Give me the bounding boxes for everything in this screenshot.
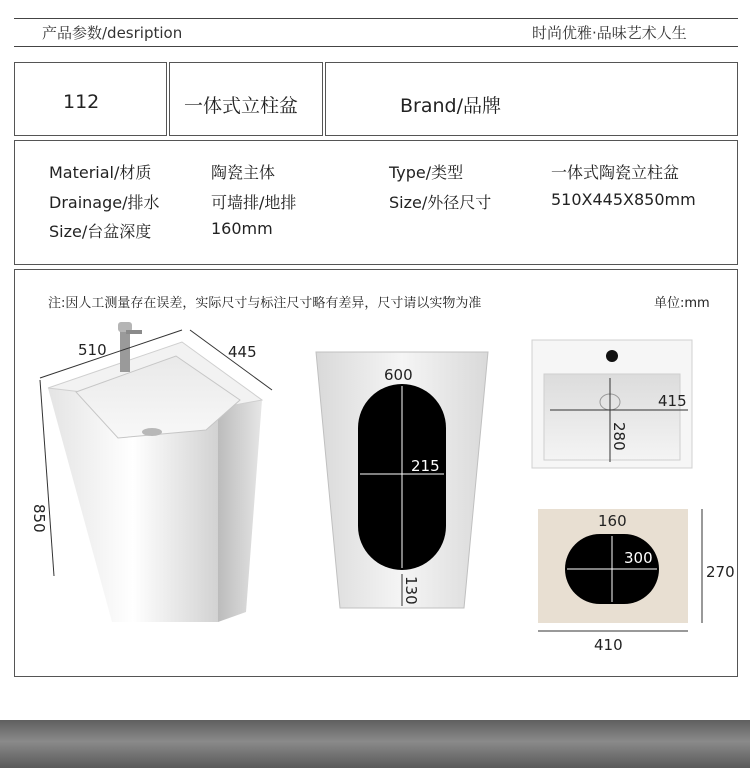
header-top-rule [14, 18, 738, 19]
footer-band [0, 720, 750, 768]
brand-cell [325, 62, 738, 136]
perspective-basin-drawing [0, 300, 300, 620]
dim-height-850: 850 [30, 504, 48, 533]
header-bottom-rule [14, 46, 738, 47]
material-label: Material/材质 [49, 163, 152, 182]
dim-base-160: 160 [598, 512, 627, 530]
size-value: 510X445X850mm [551, 190, 696, 209]
dim-back-130: 130 [402, 576, 420, 605]
drainage-value: 可墙排/地排 [211, 193, 297, 212]
product-name: 一体式立柱盆 [184, 95, 299, 117]
dim-back-215: 215 [411, 457, 440, 475]
dim-width-510: 510 [78, 341, 107, 359]
dim-back-600: 600 [384, 366, 413, 384]
dim-base-410: 410 [594, 636, 623, 654]
top-view-drawing [530, 338, 730, 470]
dim-depth-445: 445 [228, 343, 257, 361]
dim-top-280: 280 [610, 422, 628, 451]
model-cell [14, 62, 167, 136]
back-view-drawing [312, 350, 502, 615]
unit-label: 单位:mm [654, 296, 710, 311]
specs-panel [14, 140, 738, 265]
base-view-drawing [536, 507, 746, 654]
material-value: 陶瓷主体 [211, 163, 276, 182]
dim-base-270: 270 [706, 563, 735, 581]
type-label: Type/类型 [389, 163, 464, 182]
size-label: Size/外径尺寸 [389, 193, 492, 212]
section-title: 产品参数/desription [42, 24, 183, 42]
product-name-cell [169, 62, 323, 136]
measurement-note: 注:因人工测量存在误差，实际尺寸与标注尺寸略有差异，尺寸请以实物为准 [48, 296, 482, 311]
dim-base-300: 300 [624, 549, 653, 567]
depth-value: 160mm [211, 219, 273, 238]
depth-label: Size/台盆深度 [49, 222, 152, 241]
brand-label: Brand/品牌 [400, 95, 501, 117]
type-value: 一体式陶瓷立柱盆 [551, 163, 680, 182]
drainage-label: Drainage/排水 [49, 193, 160, 212]
model-number: 112 [63, 91, 100, 113]
dim-top-415: 415 [658, 392, 687, 410]
slogan: 时尚优雅·品味艺术人生 [532, 24, 687, 42]
